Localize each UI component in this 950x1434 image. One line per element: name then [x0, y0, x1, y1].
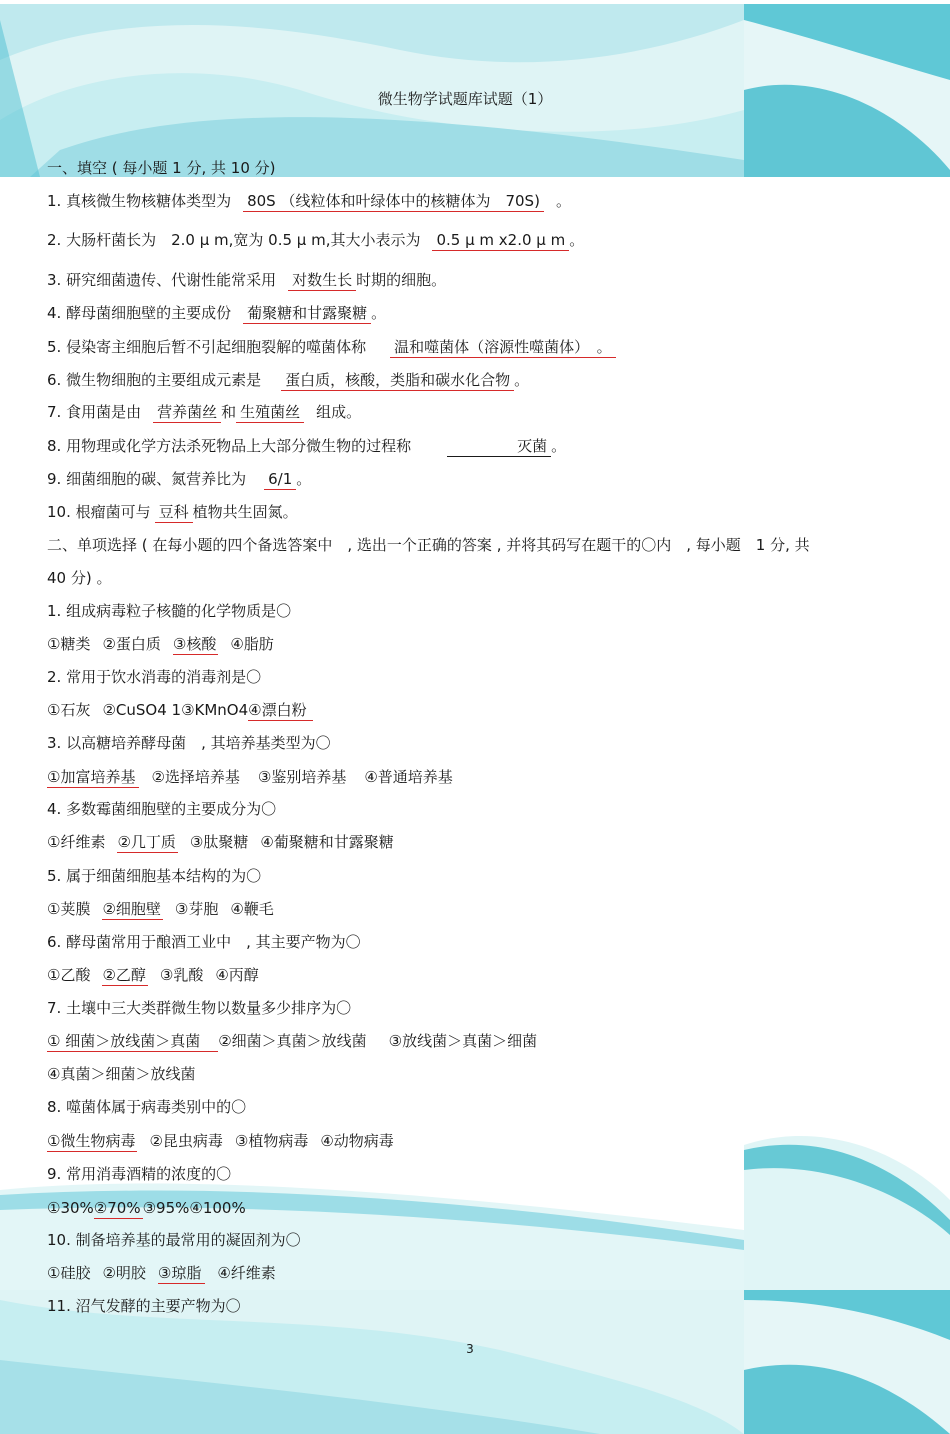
- mc-q1-stem: 1. 组成病毒粒子核髓的化学物质是〇: [47, 602, 292, 620]
- option-answer: ②乙醇: [102, 966, 146, 984]
- option: ③乳酸: [159, 966, 204, 984]
- option: ③鉴别培养基: [257, 768, 347, 786]
- option: ④鞭毛: [230, 900, 274, 918]
- mc-q3-stem: 3. 以高糖培养酵母菌 , 其培养基类型为〇: [47, 734, 331, 752]
- q2-text: 2. 大肠杆菌长为 2.0 μ m,宽为 0.5 μ m,其大小表示为: [47, 231, 421, 249]
- q4-end: 。: [371, 304, 387, 322]
- option: ②CuSO4 1: [102, 701, 182, 719]
- option: ①纤维素: [47, 833, 106, 851]
- option: ②明胶: [102, 1264, 146, 1282]
- section1-heading: 一、填空 ( 每小题 1 分, 共 10 分): [47, 159, 276, 177]
- mc-q10-options: [47, 1262, 276, 1284]
- option: ①荚膜: [47, 900, 91, 918]
- mc-q5-stem: 5. 属于细菌细胞基本结构的为〇: [47, 867, 262, 885]
- q7-and: 和: [221, 403, 237, 421]
- section2-heading: 二、单项选择 ( 在每小题的四个备选答案中 , 选出一个正确的答案 , 并将其码写在题干的〇内 , 每小题 1 分, 共: [47, 536, 810, 554]
- fill-q1: [47, 190, 571, 212]
- option-answer: ① 细菌＞放线菌＞真菌: [47, 1032, 218, 1052]
- mc-q3-options: [47, 766, 453, 788]
- q3-text: 3. 研究细菌遗传、代谢性能常采用: [47, 271, 277, 289]
- fill-q9: [47, 468, 311, 490]
- fill-q5: [47, 336, 616, 358]
- option: ③放线菌＞真菌＞细菌: [388, 1032, 538, 1050]
- document-title: 微生物学试题库试题（1）: [377, 90, 553, 108]
- q4-text: 4. 酵母菌细胞壁的主要成份: [47, 304, 232, 322]
- mc-q8-stem: 8. 噬菌体属于病毒类别中的〇: [47, 1098, 247, 1116]
- q10-text: 10. 根瘤菌可与: [47, 503, 151, 521]
- option: ③KMnO4: [181, 701, 249, 719]
- option: ④脂肪: [230, 635, 274, 653]
- q2-end: 。: [569, 231, 585, 249]
- option: ①30%: [47, 1199, 94, 1217]
- q9-end: 。: [296, 470, 312, 488]
- option-answer: ③琼脂: [158, 1264, 205, 1284]
- option-answer: ②细胞壁: [102, 900, 161, 918]
- fill-q4: [47, 302, 386, 324]
- option: ②昆虫病毒: [149, 1132, 223, 1150]
- mc-q7-options-cont: [47, 1063, 195, 1085]
- mc-q2-stem: 2. 常用于饮水消毒的消毒剂是〇: [47, 668, 262, 686]
- fill-q8: [47, 435, 566, 457]
- option: ①糖类: [47, 635, 91, 653]
- q7-answer-1: 营养菌丝: [153, 403, 221, 423]
- option: ③芽胞: [174, 900, 219, 918]
- mc-q2-options: [47, 699, 313, 721]
- q7-text: 7. 食用菌是由: [47, 403, 142, 421]
- mc-q6-stem: 6. 酵母菌常用于酿酒工业中 , 其主要产物为〇: [47, 933, 361, 951]
- option: ③肽聚糖: [189, 833, 249, 851]
- mc-q5-options: [47, 898, 274, 920]
- option-answer: ④漂白粉: [248, 701, 312, 721]
- mc-q9-stem: 9. 常用消毒酒精的浓度的〇: [47, 1165, 232, 1183]
- q1-end: 。: [555, 192, 571, 210]
- option: ②选择培养基: [151, 768, 240, 786]
- q1-answer: 80S （线粒体和叶绿体中的核糖体为 70S): [243, 192, 544, 212]
- q3-end: 时期的细胞。: [356, 271, 447, 289]
- option: ①硅胶: [47, 1264, 91, 1282]
- option-answer: ②70%: [93, 1199, 141, 1217]
- q6-answer: 蛋白质，核酸，类脂和碳水化合物: [281, 371, 514, 391]
- option: ①乙酸: [47, 966, 91, 984]
- q9-text: 9. 细菌细胞的碳、氮营养比为: [47, 470, 247, 488]
- q10-answer: 豆科: [155, 503, 193, 523]
- q4-answer: 葡聚糖和甘露聚糖: [243, 304, 371, 324]
- q2-answer: 0.5 μ m x2.0 μ m: [432, 231, 569, 251]
- option-answer: ①微生物病毒: [47, 1132, 136, 1150]
- q8-end: 。: [551, 437, 567, 455]
- q6-text: 6. 微生物细胞的主要组成元素是: [47, 371, 262, 389]
- q8-text: 8. 用物理或化学方法杀死物品上大部分微生物的过程称: [47, 437, 412, 455]
- fill-q2: [47, 229, 584, 251]
- option: ④真菌＞细菌＞放线菌: [47, 1065, 196, 1083]
- mc-q9-options: [47, 1197, 246, 1219]
- q1-text: 1. 真核微生物核糖体类型为: [47, 192, 232, 210]
- option: ③植物病毒: [234, 1132, 309, 1150]
- option: ④丙醇: [215, 966, 259, 984]
- q5-answer: 温和噬菌体（溶源性噬菌体） 。: [390, 338, 616, 358]
- mc-q4-options: [47, 831, 394, 853]
- mc-q11-stem: 11. 沼气发酵的主要产物为〇: [47, 1297, 241, 1315]
- q7-end: 组成。: [316, 403, 362, 421]
- q8-answer: 灭菌: [447, 437, 551, 457]
- q7-answer-2: 生殖菌丝: [236, 403, 304, 423]
- fill-q10: [47, 501, 298, 523]
- fill-q7: [47, 401, 361, 423]
- option: ④葡聚糖和甘露聚糖: [260, 833, 394, 851]
- option: ④纤维素: [217, 1264, 276, 1282]
- mc-q10-stem: 10. 制备培养基的最常用的凝固剂为〇: [47, 1231, 301, 1249]
- option: ④普通培养基: [364, 768, 453, 786]
- option: ④动物病毒: [320, 1132, 394, 1150]
- mc-q7-options: [47, 1030, 537, 1052]
- q10-end: 植物共生固氮。: [192, 503, 298, 521]
- option: ③95%: [142, 1199, 190, 1217]
- fill-q3: [47, 269, 446, 291]
- section2-heading-cont: 40 分) 。: [47, 569, 112, 587]
- mc-q6-options: [47, 964, 259, 986]
- q9-answer: 6/1: [264, 470, 296, 490]
- page-number: 3: [466, 1342, 474, 1356]
- option: ②细菌＞真菌＞放线菌: [218, 1032, 367, 1050]
- fill-q6: [47, 369, 529, 391]
- mc-q1-options: [47, 633, 274, 655]
- q6-end: 。: [514, 371, 530, 389]
- mc-q4-stem: 4. 多数霉菌细胞壁的主要成分为〇: [47, 800, 277, 818]
- q3-answer: 对数生长: [288, 271, 356, 291]
- option-answer: ②几丁质: [117, 833, 176, 851]
- q5-text: 5. 侵染寄主细胞后暂不引起细胞裂解的噬菌体称: [47, 338, 367, 356]
- mc-q8-options: [47, 1130, 394, 1152]
- option-answer: ③核酸: [172, 635, 217, 653]
- option: ①石灰: [47, 701, 91, 719]
- mc-q7-stem: 7. 土壤中三大类群微生物以数量多少排序为〇: [47, 999, 352, 1017]
- option-answer: ①加富培养基: [47, 768, 139, 788]
- option: ②蛋白质: [102, 635, 161, 653]
- option: ④100%: [189, 1199, 246, 1217]
